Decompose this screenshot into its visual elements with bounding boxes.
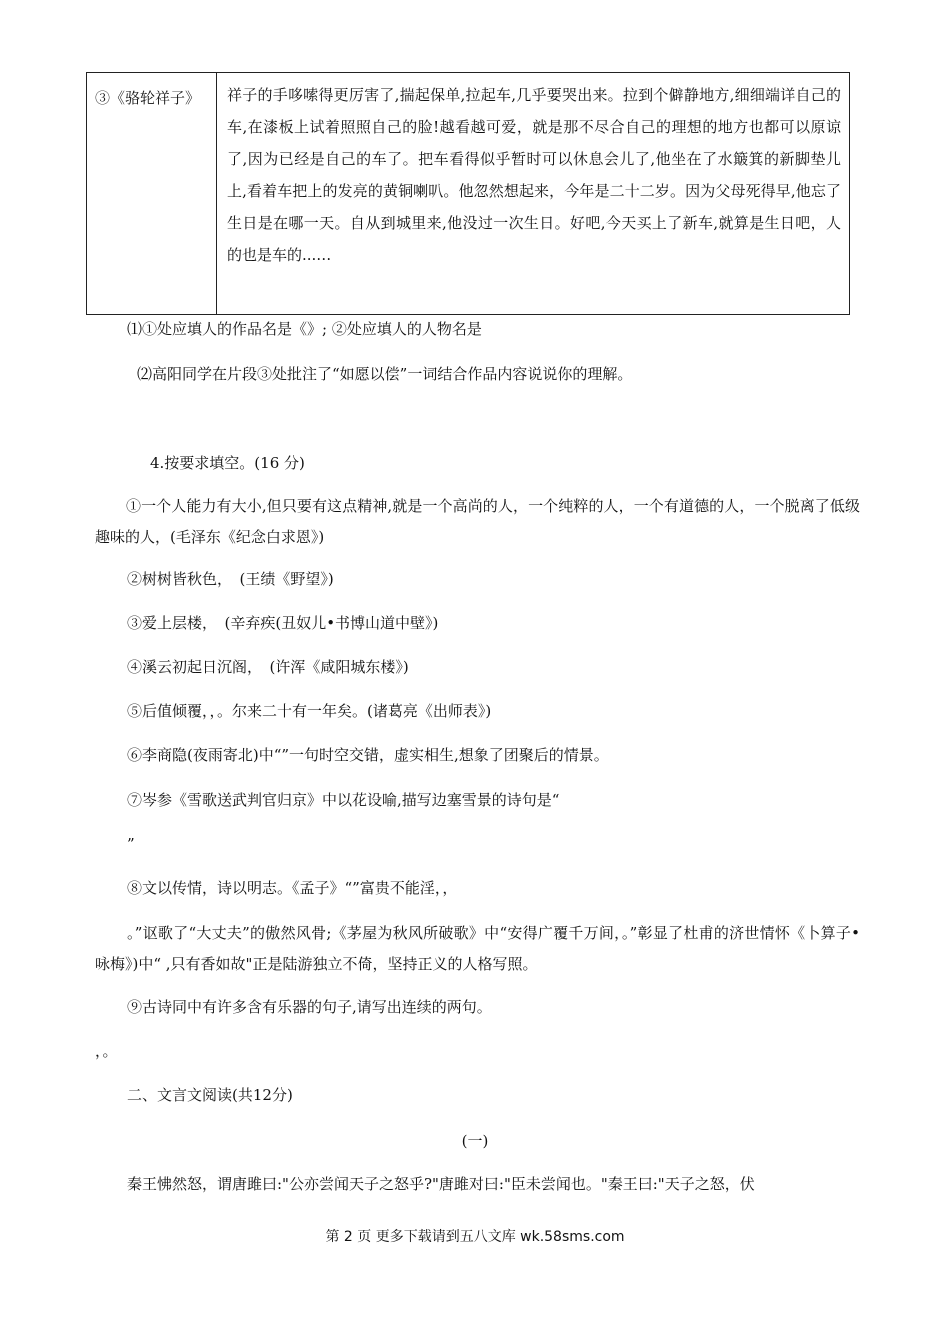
excerpt-text-cell: 祥子的手哆嗦得更厉害了,揣起保单,拉起车,几乎要哭出来。拉到个僻静地方,细细端详自己的车,在漆板上试着照照自己的脸!越看越可爱，就是那不尽合自己的理想的地方也都可以原谅了,因为已经是自己的车了。把车看得似乎暂时可以休息会儿了,他坐在了水簸箕的新脚垫儿上,看着车把上的发亮的黄铜喇叭。他忽然想起来，今年是二十二岁。因为父母死得早,他忘了生日是在哪一天。自从到城里来,他没过一次生日。好吧,今天买上了新车,就算是生日吧，人的也是车的...… bbox=[217, 73, 850, 315]
question-4-item-4: ④溪云初起日沉阁， (许浑《咸阳城东楼》) bbox=[127, 658, 409, 676]
question-4-item-8-cont: 。”讴歌了“大丈夫”的傲然风骨;《茅屋为秋风所破歌》中“安得广覆千万间，。”彰显了杜甫的济世情怀《卜算子•咏梅》)中“ ,只有香如故"正是陆游独立不倚，坚持正义的人格写照。 bbox=[95, 924, 860, 973]
question-3-sub1: ⑴①处应填人的作品名是《》; ②处应填人的人物名是 bbox=[127, 320, 482, 338]
question-4-item-9: ⑨古诗同中有许多含有乐器的句子,请写出连续的两句。 bbox=[127, 998, 492, 1016]
question-4-item-6: ⑥李商隐(夜雨寄北)中“”一句时空交错，虚实相生,想象了团聚后的情景。 bbox=[127, 746, 609, 764]
question-4-title: 4.按要求填空。(16 分) bbox=[150, 454, 305, 472]
question-4-item-3: ③爱上层楼， (辛弃疾(丑奴儿•书博山道中壁》) bbox=[127, 614, 439, 632]
question-4-item-9-answer: ，。 bbox=[95, 1042, 118, 1060]
excerpt-label-cell: ③《骆轮祥子》 bbox=[87, 73, 217, 315]
classical-passage-text: 秦王怫然怒，谓唐雎曰:"公亦尝闻天子之怒乎?"唐雎对曰:"臣未尝闻也。"秦王曰:"天子之怒，伏 bbox=[127, 1175, 755, 1193]
question-4-item-8: ⑧文以传情，诗以明志。《孟子》“”富贵不能淫，， bbox=[127, 879, 458, 897]
page-footer: 第 2 页 更多下载请到五八文库 wk.58sms.com bbox=[325, 1229, 625, 1245]
question-4-item-2: ②树树皆秋色， (王绩《野望》) bbox=[127, 570, 334, 588]
question-4-item-7-end: ” bbox=[127, 835, 135, 853]
section-2-title: 二、文言文阅读(共12分) bbox=[127, 1086, 293, 1104]
section-2-subheading: (一) bbox=[461, 1132, 489, 1150]
question-4-item-7: ⑦岑参《雪歌送武判官归京》中以花设喻,描写边塞雪景的诗句是“ bbox=[127, 791, 560, 809]
excerpt-table bbox=[86, 72, 850, 315]
question-3-sub2: ⑵高阳同学在片段③处批注了“如愿以偿”一词结合作品内容说说你的理解。 bbox=[137, 365, 633, 383]
table-row bbox=[87, 73, 850, 315]
question-4-item-5: ⑤后值倾覆，，。尔来二十有一年矣。(诸葛亮《出师表》) bbox=[127, 702, 492, 720]
question-4-item-1: ①一个人能力有大小,但只要有这点精神,就是一个高尚的人，一个纯粹的人，一个有道德的人，一个脱离了低级趣味的人，(毛泽东《纪念白求恩》) bbox=[95, 497, 860, 546]
